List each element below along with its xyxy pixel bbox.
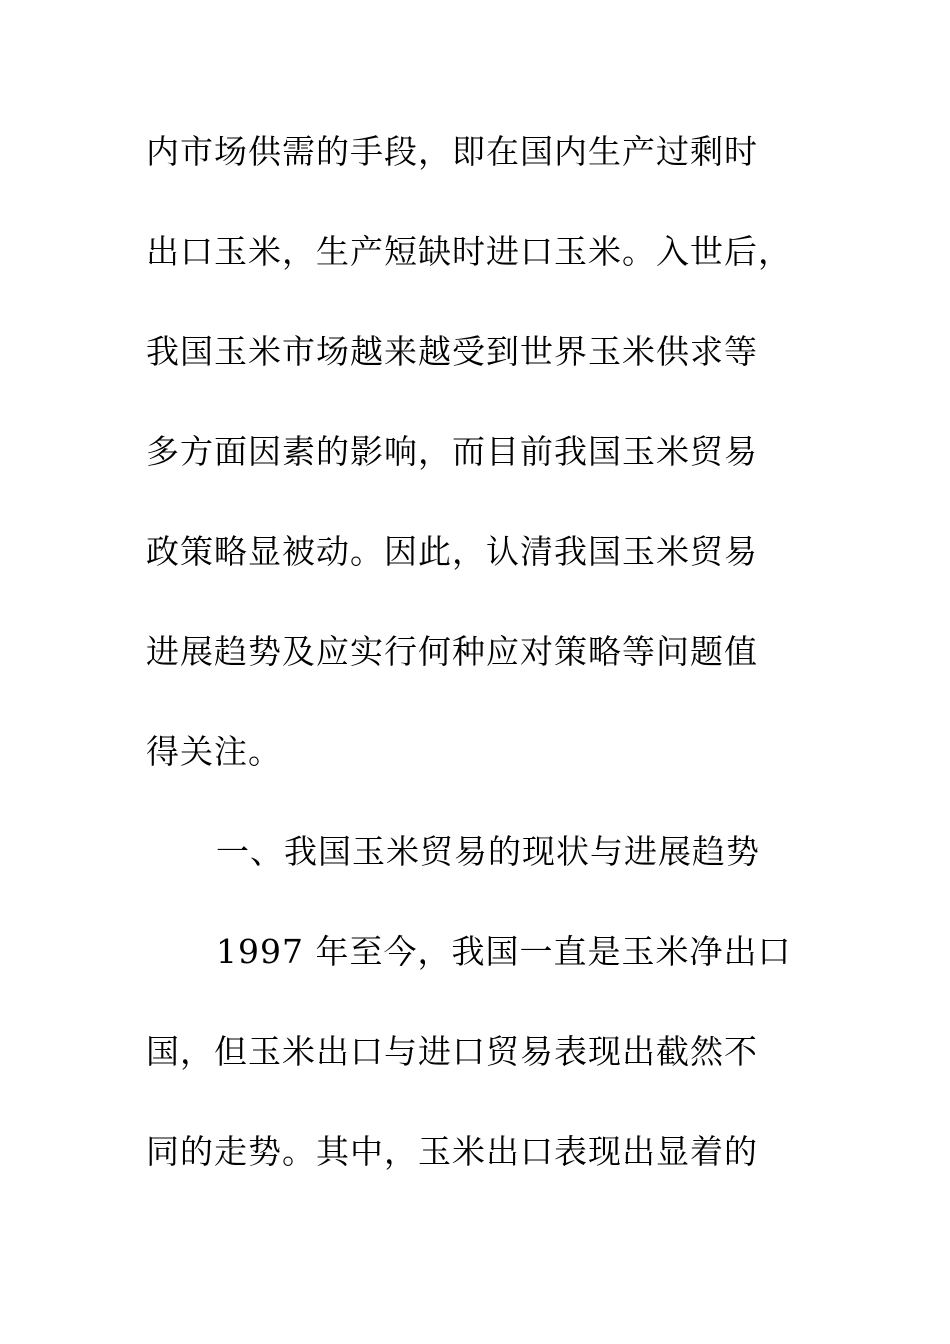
paragraph-line: 多方面因素的影响，而目前我国玉米贸易: [146, 432, 758, 471]
paragraph-line: 进展趋势及应实行何种应对策略等问题值: [146, 632, 758, 671]
paragraph-line: 内市场供需的手段，即在国内生产过剩时: [146, 132, 758, 171]
paragraph-line: 政策略显被动。因此，认清我国玉米贸易: [146, 532, 758, 571]
paragraph-line: 同的走势。其中，玉米出口表现出显着的: [146, 1132, 758, 1171]
paragraph-line: 我国玉米市场越来越受到世界玉米供求等: [146, 332, 758, 371]
paragraph-line: 出口玉米，生产短缺时进口玉米。入世后，: [146, 232, 792, 271]
paragraph-line: 得关注。: [146, 732, 282, 771]
paragraph-line: 1997 年至今，我国一直是玉米净出口: [216, 932, 792, 971]
section-heading: 一、我国玉米贸易的现状与进展趋势: [216, 832, 760, 871]
paragraph-line: 国，但玉米出口与进口贸易表现出截然不: [146, 1032, 758, 1071]
